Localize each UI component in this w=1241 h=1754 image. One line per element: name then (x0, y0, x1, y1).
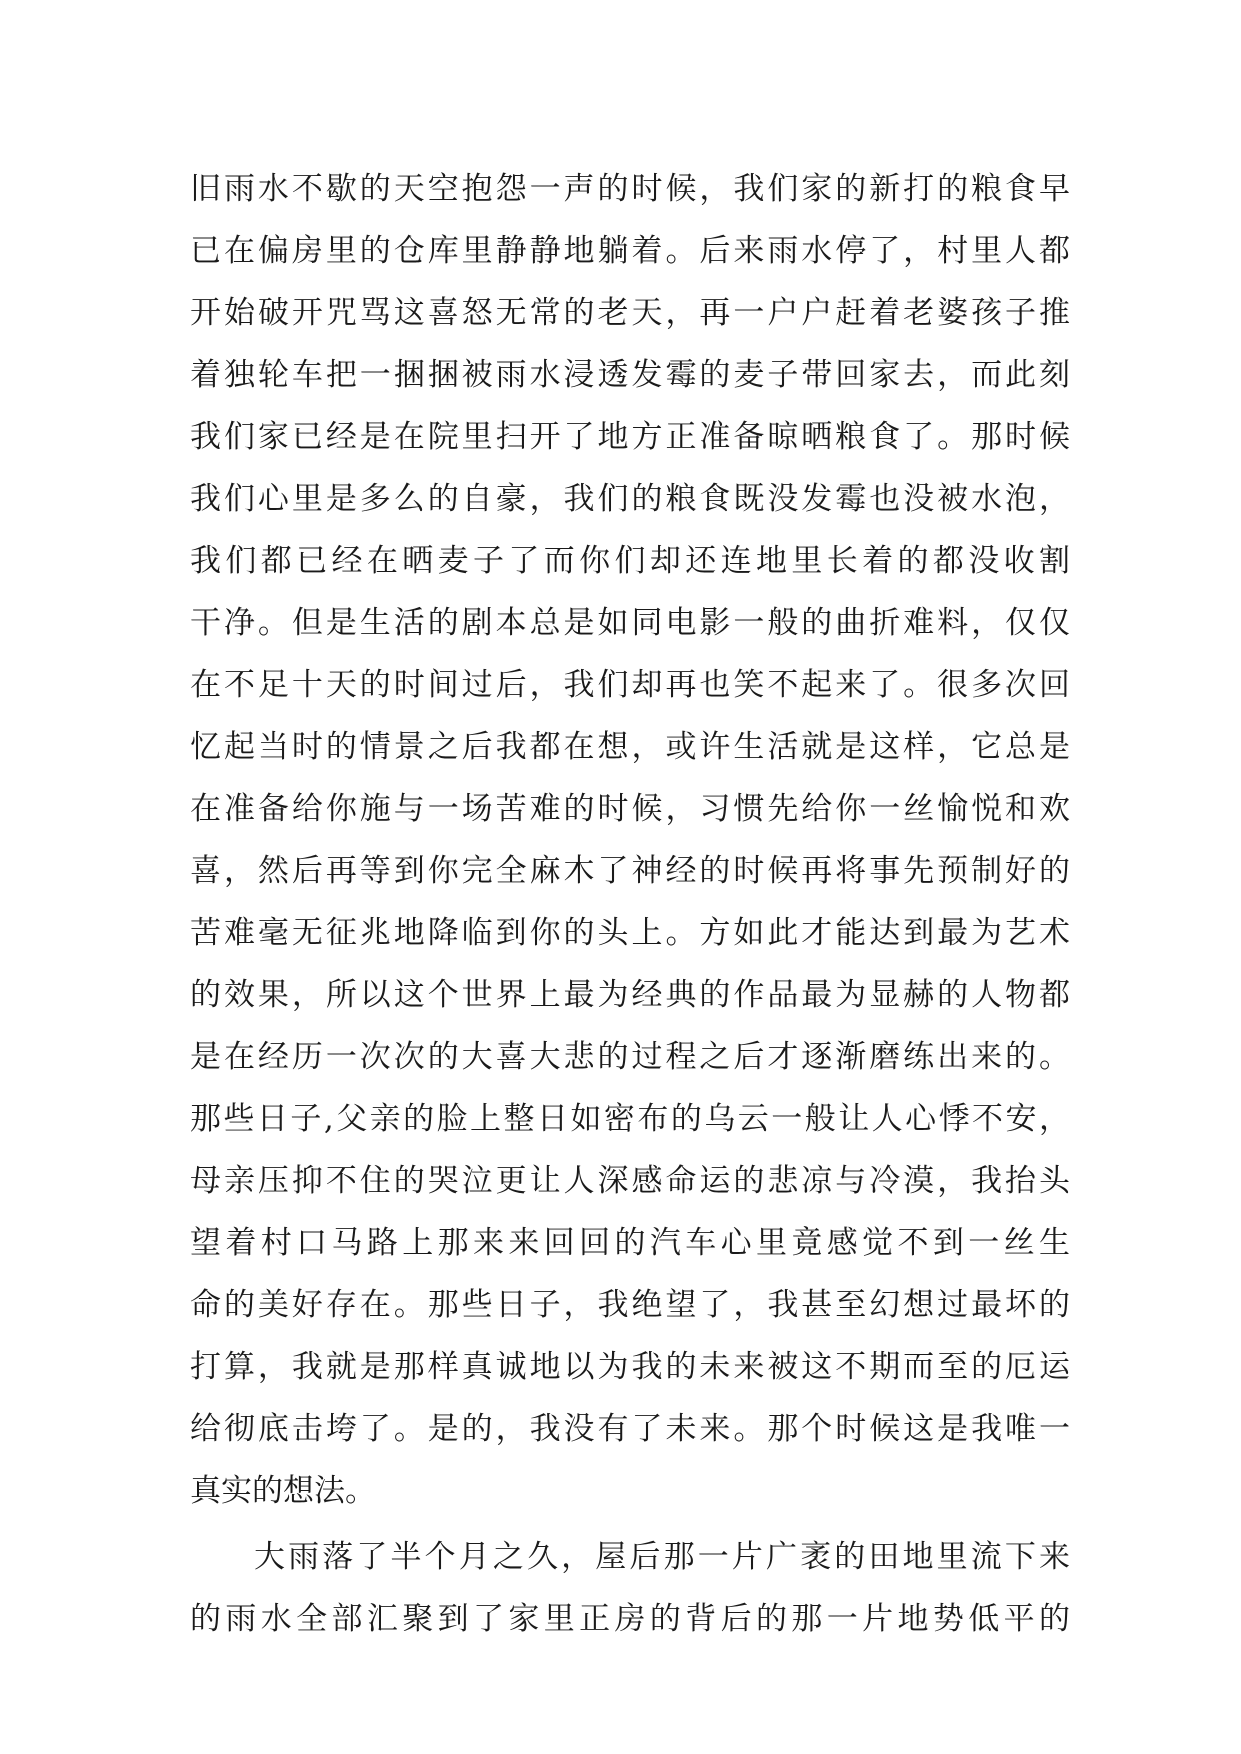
text-line: 在不足十天的时间过后，我们却再也笑不起来了。很多次回 (190, 667, 1070, 703)
text-line: 真实的想法。 (190, 1473, 376, 1509)
text-line: 苦难毫无征兆地降临到你的头上。方如此才能达到最为艺术 (190, 915, 1070, 951)
text-line: 的效果，所以这个世界上最为经典的作品最为显赫的人物都 (190, 977, 1070, 1013)
text-line: 我们都已经在晒麦子了而你们却还连地里长着的都没收割 (190, 543, 1070, 579)
text-line: 母亲压抑不住的哭泣更让人深感命运的悲凉与冷漠，我抬头 (190, 1163, 1070, 1199)
text-line: 旧雨水不歇的天空抱怨一声的时候，我们家的新打的粮食早 (190, 171, 1070, 207)
text-line: 忆起当时的情景之后我都在想，或许生活就是这样，它总是 (190, 729, 1070, 765)
text-line: 命的美好存在。那些日子，我绝望了，我甚至幻想过最坏的 (190, 1287, 1070, 1323)
text-line: 在准备给你施与一场苦难的时候，习惯先给你一丝愉悦和欢 (190, 791, 1070, 827)
text-line: 已在偏房里的仓库里静静地躺着。后来雨水停了，村里人都 (190, 233, 1070, 269)
text-line: 打算，我就是那样真诚地以为我的未来被这不期而至的厄运 (190, 1349, 1070, 1385)
text-line: 给彻底击垮了。是的，我没有了未来。那个时候这是我唯一 (190, 1411, 1070, 1447)
text-line: 是在经历一次次的大喜大悲的过程之后才逐渐磨练出来的。 (190, 1039, 1070, 1075)
text-line: 望着村口马路上那来来回回的汽车心里竟感觉不到一丝生 (190, 1225, 1070, 1261)
text-line: 我们心里是多么的自豪，我们的粮食既没发霉也没被水泡， (190, 481, 1070, 517)
text-line: 喜，然后再等到你完全麻木了神经的时候再将事先预制好的 (190, 853, 1070, 889)
text-line: 大雨落了半个月之久，屋后那一片广袤的田地里流下来 (254, 1539, 1070, 1575)
text-line: 干净。但是生活的剧本总是如同电影一般的曲折难料，仅仅 (190, 605, 1070, 641)
text-line: 的雨水全部汇聚到了家里正房的背后的那一片地势低平的 (190, 1601, 1070, 1637)
text-line: 那些日子,父亲的脸上整日如密布的乌云一般让人心悸不安， (190, 1101, 1070, 1137)
body-text (190, 158, 1070, 1650)
text-line: 开始破开咒骂这喜怒无常的老天，再一户户赶着老婆孩子推 (190, 295, 1070, 331)
text-line: 我们家已经是在院里扫开了地方正准备晾晒粮食了。那时候 (190, 419, 1070, 455)
text-line: 着独轮车把一捆捆被雨水浸透发霉的麦子带回家去，而此刻 (190, 357, 1070, 393)
paragraph-1 (190, 158, 1070, 1522)
paragraph-2 (190, 1526, 1070, 1650)
